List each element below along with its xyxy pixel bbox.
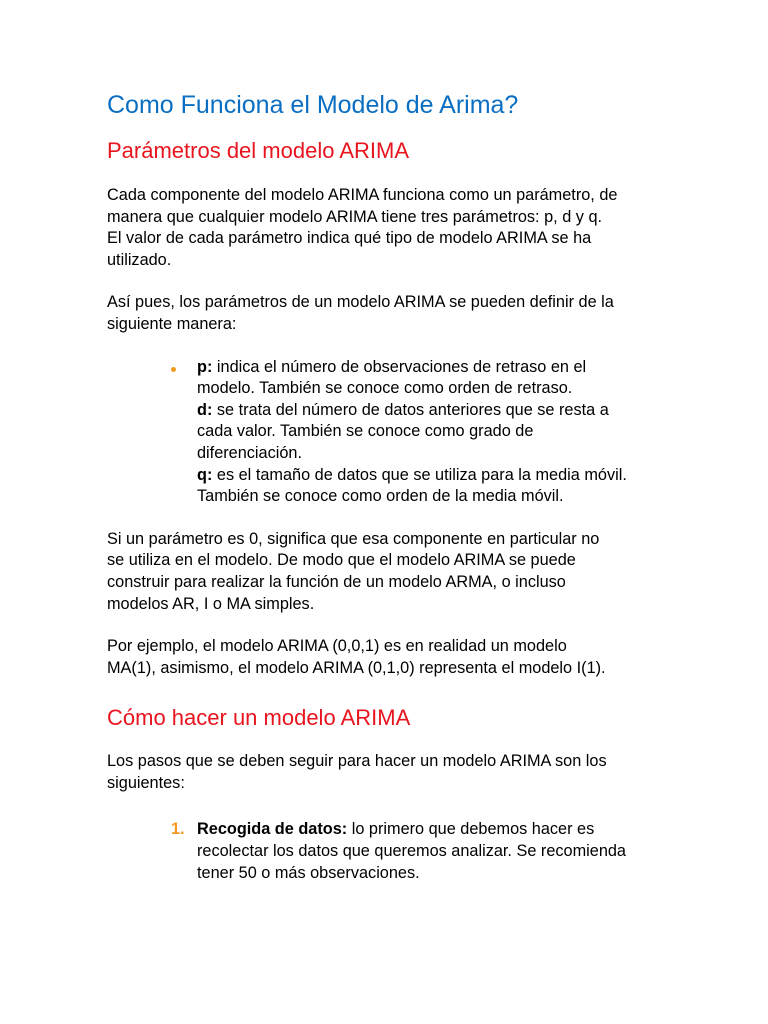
section-heading-parametros: Parámetros del modelo ARIMA [107, 138, 410, 163]
step-number: 1. [171, 820, 185, 839]
text-line: es el tamaño de datos que se utiliza para la media móvil. [212, 465, 627, 484]
param-label-q: q: [197, 465, 213, 484]
text-line: siguientes: [107, 773, 185, 792]
text-line: siguiente manera: [107, 314, 237, 333]
text-line: recolectar los datos que queremos analizar. Se recomienda [197, 842, 626, 861]
text-line: utilizado. [107, 250, 172, 269]
text-line: cada valor. También se conoce como grado de [197, 422, 534, 441]
paragraph-intro [107, 185, 667, 271]
text-line: El valor de cada parámetro indica qué tipo de modelo ARIMA se ha [107, 229, 592, 248]
steps-list [171, 819, 667, 884]
text-line: se trata del número de datos anteriores que se resta a [212, 400, 609, 419]
text-line: tener 50 o más observaciones. [197, 863, 420, 882]
text-line: manera que cualquier modelo ARIMA tiene tres parámetros: p, d y q. [107, 207, 603, 226]
list-item-step-1 [171, 819, 667, 884]
param-label-p: p: [197, 357, 213, 376]
text-line: Los pasos que se deben seguir para hacer un modelo ARIMA son los [107, 752, 607, 771]
text-line: Si un parámetro es 0, significa que esa componente en particular no [107, 529, 600, 548]
text-line: También se conoce como orden de la media móvil. [197, 487, 564, 506]
parameter-list [197, 357, 667, 508]
text-line: construir para realizar la función de un modelo ARMA, o incluso [107, 572, 566, 591]
paragraph-ejemplo [107, 636, 667, 679]
section-heading-como-hacer: Cómo hacer un modelo ARIMA [107, 705, 411, 731]
text-line: modelos AR, I o MA simples. [107, 594, 315, 613]
text-line: modelo. También se conoce como orden de retraso. [197, 379, 573, 398]
text-line: diferenciación. [197, 443, 302, 462]
paragraph-definicion [107, 292, 667, 335]
text-line: lo primero que debemos hacer es [347, 820, 595, 839]
list-item-parameters [197, 357, 667, 508]
param-label-d: d: [197, 400, 213, 419]
text-line: MA(1), asimismo, el modelo ARIMA (0,1,0) representa el modelo I(1). [107, 658, 606, 677]
paragraph-parametro-cero [107, 529, 667, 615]
document-page [107, 90, 667, 884]
page-title: Como Funciona el Modelo de Arima? [107, 91, 519, 119]
text-line: indica el número de observaciones de retraso en el [212, 357, 587, 376]
text-line: Así pues, los parámetros de un modelo ARIMA se pueden definir de la [107, 293, 614, 312]
text-line: se utiliza en el modelo. De modo que el modelo ARIMA se puede [107, 551, 576, 570]
bullet-dot-icon [171, 357, 185, 379]
text-line: Cada componente del modelo ARIMA funciona como un parámetro, de [107, 186, 618, 204]
paragraph-pasos [107, 751, 667, 794]
step-label: Recogida de datos: [197, 820, 348, 839]
text-line: Por ejemplo, el modelo ARIMA (0,0,1) es en realidad un modelo [107, 637, 567, 656]
